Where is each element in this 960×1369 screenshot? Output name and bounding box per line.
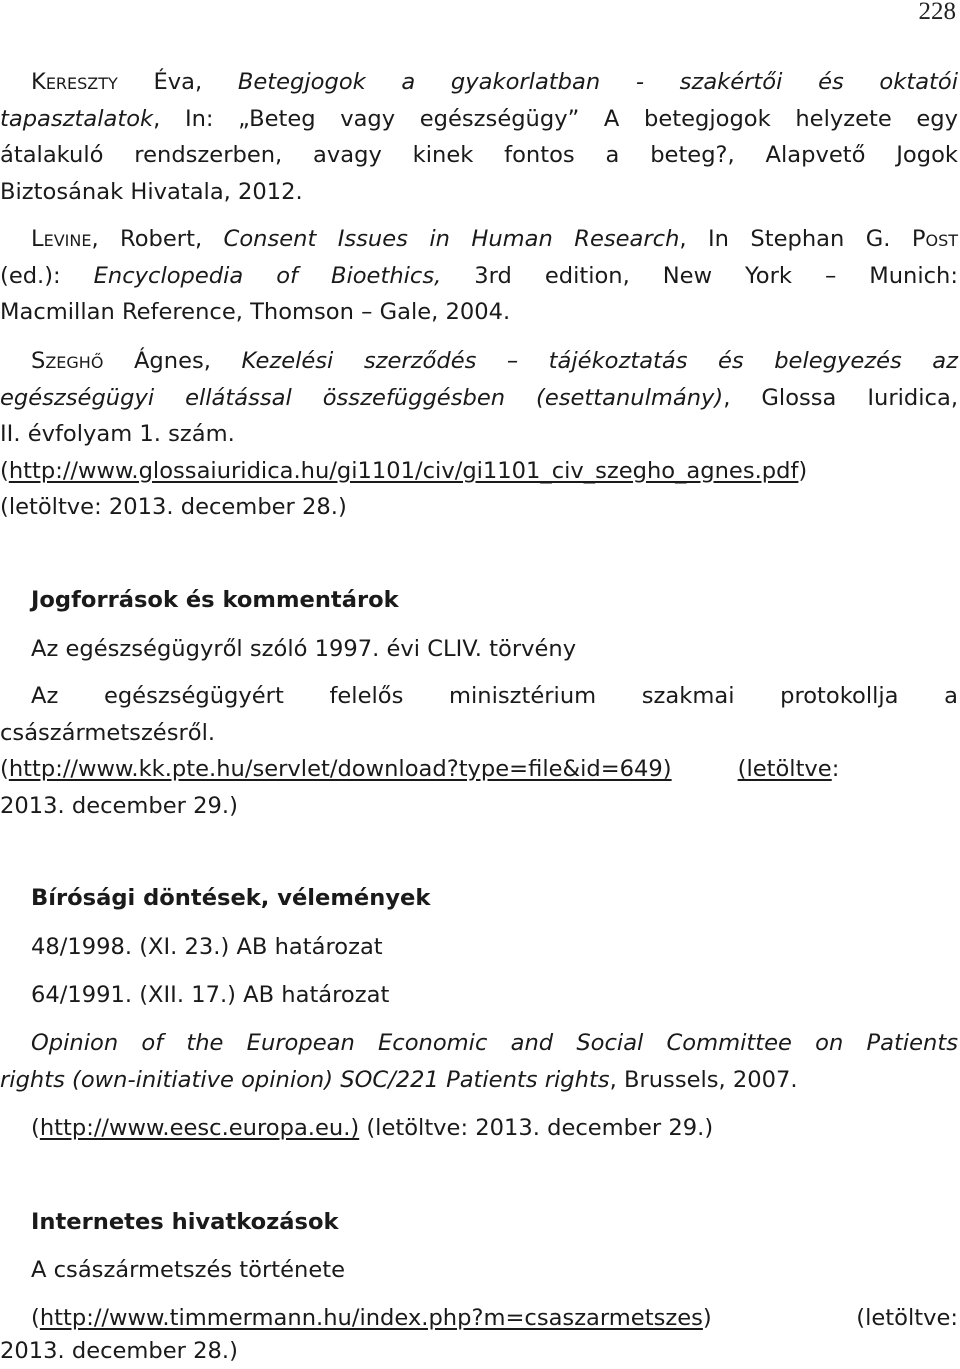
jogforrasok-item-1 [0,631,958,668]
bib-line [0,1025,958,1062]
paren: ) [798,457,808,484]
internetes-item-1 [0,1252,958,1289]
law-text: császármetszésről. [0,719,216,746]
download-date-label: (letöltve: 2013. december 29.) [359,1115,714,1141]
bib-line: 2013. december 28.) [0,1337,238,1364]
jogforrasok-item-2 [0,678,958,824]
bib-line [0,343,958,380]
bib-line [0,258,958,295]
editor-name: Post [911,226,959,252]
download-date-label: (letöltve [737,756,832,782]
work-title: Kezelési szerződés – tájékoztatás és belegyezés az [241,348,958,374]
reference-title: A császármetszés története [31,1257,346,1283]
paren: ( [31,1115,40,1141]
birosagi-item-1 [0,929,958,966]
birosagi-item-2 [0,977,958,1014]
author-given: Ágnes, [103,348,242,374]
author-name: Kereszty [31,69,118,95]
kk-pte-link[interactable]: http://www.kk.pte.hu/servlet/download?type=file&id=649) [8,756,672,782]
work-title: rights (own-initiative opinion) SOC/221 Patients rights [0,1066,610,1093]
eesc-link[interactable]: http://www.eesc.europa.eu.) [39,1115,360,1141]
author-given: Éva, [117,69,238,95]
download-date-label: (letöltve: [856,1305,958,1331]
work-title: Opinion of the European Economic and Social Committee on Patients [31,1030,958,1056]
bib-text: , In Stephan G. [679,226,912,252]
bib-text: 3rd edition, New York – Munich: [441,262,958,289]
work-title: egészségügyi ellátással összefüggésben (esettanulmány) [0,384,724,411]
punctuation: : [831,756,840,782]
paren: ( [0,756,9,782]
bib-text: , Glossa Iuridica, [723,384,958,411]
bib-text: , Brussels, 2007. [609,1066,798,1093]
paren: ( [0,457,9,484]
underline-gap-link[interactable] [672,756,738,782]
law-text: Az egészségügyről szóló 1997. évi CLIV. törvény [31,636,577,662]
work-title: Consent Issues in Human Research [223,226,680,252]
author-given: , Robert, [91,226,224,252]
bib-line: 2013. december 29.) [0,792,238,819]
glossa-iuridica-link[interactable]: http://www.glossaiuridica.hu/gi1101/civ/gi1101_civ_szegho_agnes.pdf [8,457,799,484]
page-number: 228 [918,0,956,25]
decision-text: 48/1998. (XI. 23.) AB határozat [31,934,383,960]
bib-line: Macmillan Reference, Thomson – Gale, 2004. [0,299,511,325]
bib-entry-kereszty [0,64,958,210]
bib-line: Biztosának Hivatala, 2012. [0,178,303,205]
bib-line [0,1062,958,1099]
bib-line: II. évfolyam 1. szám. [0,421,235,447]
bib-line [0,1300,958,1337]
bib-line [0,64,958,101]
decision-text: 64/1991. (XII. 17.) AB határozat [31,982,390,1008]
bib-entry-szegho [0,343,958,526]
bib-line [0,751,958,788]
bib-line [0,101,958,138]
work-title: tapasztalatok [0,105,154,132]
bib-entry-levine [0,221,958,331]
bib-line [0,221,958,258]
bib-line: átalakuló rendszerben, avagy kinek fontos a beteg?, Alapvető Jogok [0,142,958,168]
bib-text: (ed.): [0,262,94,289]
paren: ( [31,1305,40,1331]
author-name: Szeghő [31,348,104,374]
paren: ) [702,1305,712,1331]
timmermann-link[interactable]: http://www.timmermann.hu/index.php?m=csaszarmetszes [39,1305,703,1331]
bib-line: (letöltve: 2013. december 28.) [0,494,347,520]
work-title: Betegjogok a gyakorlatban - szakértői és oktatói [237,69,958,95]
bib-line [0,380,958,417]
internetes-item-2 [0,1300,958,1369]
birosagi-item-3-link [0,1110,958,1147]
law-text: Az egészségügyért felelős minisztérium szakmai protokollja a [31,683,958,709]
bib-text: , In: „Beteg vagy egészségügy” A betegjogok helyzete egy [153,105,958,132]
bib-line [0,1110,958,1147]
work-title: Encyclopedia of Bioethics, [93,262,442,289]
section-heading-internetes: Internetes hivatkozások [31,1209,339,1235]
bib-line [0,453,958,490]
section-heading-jogforrasok: Jogforrások és kommentárok [31,587,399,613]
section-heading-birosagi: Bírósági döntések, vélemények [31,885,431,911]
author-name: Levine [31,226,92,252]
birosagi-item-3 [0,1025,958,1098]
